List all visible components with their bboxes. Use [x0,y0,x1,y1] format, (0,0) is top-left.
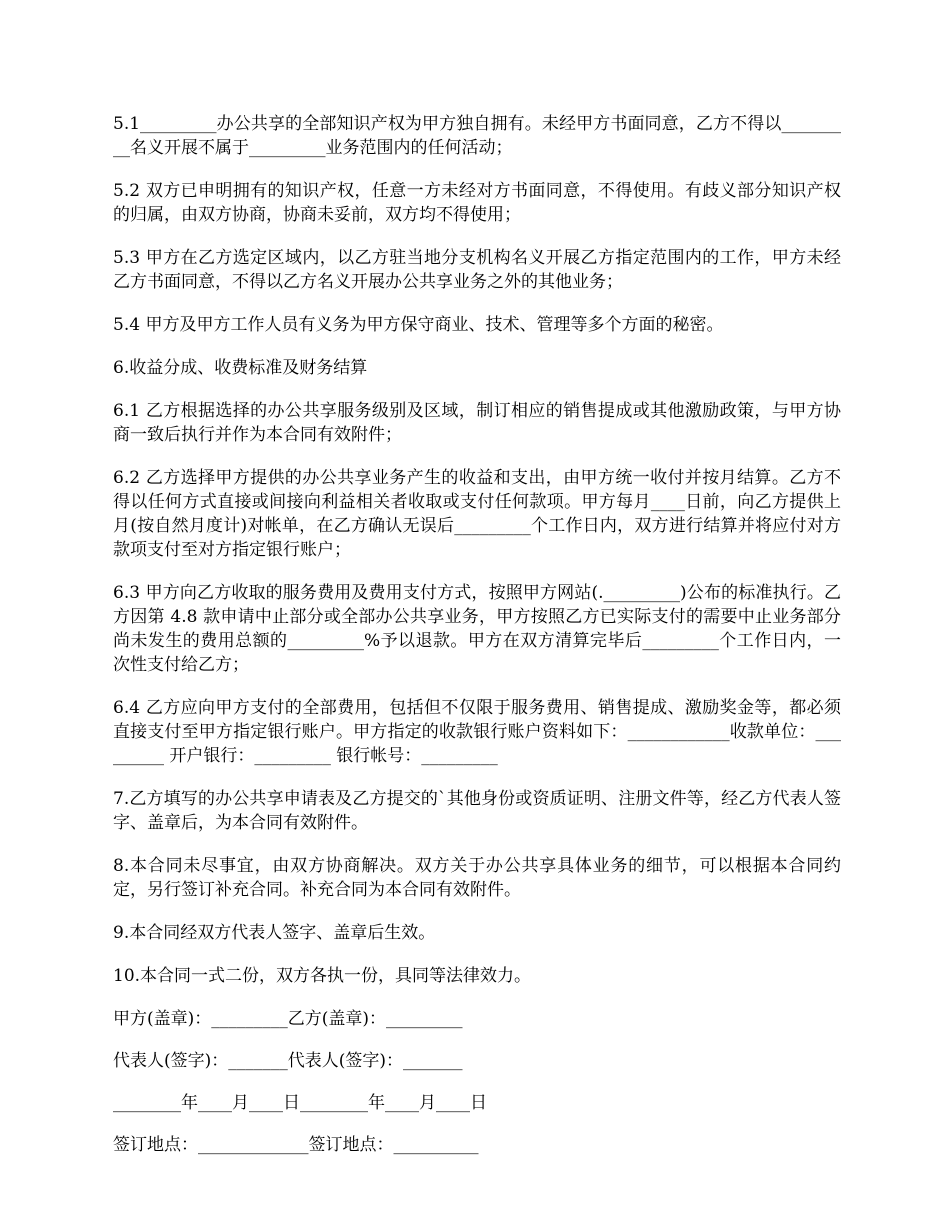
signature-date-line: ________年____月____日________年____月____日 [113,1093,487,1113]
contract-page [113,112,841,1175]
clause-6-2: 6.2 乙方选择甲方提供的办公共享业务产生的收益和支出，由甲方统一收付并按月结算。乙方不得以任何方式直接或间接向利益相关者收取或支付任何款项。甲方每月____日前，向乙方提供上月(按自然月度计)对帐单，在乙方确认无误后_________个工作日内，双方进行结算并将应付对方款项支付至对方指定银行账户； [113,468,841,560]
clause-6-4: 6.4 乙方应向甲方支付的全部费用，包括但不仅限于服务费用、销售提成、激励奖金等，都必须直接支付至甲方指定银行账户。甲方指定的收款银行账户资料如下：____________收款单位：_________ 开户银行：_________ 银行帐号：_________ [113,698,841,766]
section-6-heading: 6.收益分成、收费标准及财务结算 [113,358,368,378]
signature-representative-line: 代表人(签字)：_______代表人(签字)：_______ [113,1051,463,1071]
clause-7: 7.乙方填写的办公共享申请表及乙方提交的`其他身份或资质证明、注册文件等，经乙方代表人签字、盖章后，为本合同有效附件。 [113,789,841,833]
clause-5-4: 5.4 甲方及甲方工作人员有义务为甲方保守商业、技术、管理等多个方面的秘密。 [113,315,724,335]
clause-6-1: 6.1 乙方根据选择的办公共享服务级别及区域，制订相应的销售提成或其他激励政策，与甲方协商一致后执行并作为本合同有效附件； [113,401,841,445]
clause-5-3: 5.3 甲方在乙方选定区域内，以乙方驻当地分支机构名义开展乙方指定范围内的工作，甲方未经乙方书面同意，不得以乙方名义开展办公共享业务之外的其他业务； [113,248,841,292]
signature-place-line: 签订地点：_____________签订地点：__________ [113,1135,479,1155]
clause-9: 9.本合同经双方代表人签字、盖章后生效。 [113,923,436,943]
signature-seal-line: 甲方(盖章)：_________乙方(盖章)：_________ [113,1009,463,1029]
clause-5-1: 5.1_________办公共享的全部知识产权为甲方独自拥有。未经甲方书面同意，乙方不得以_________名义开展不属于_________业务范围内的任何活动； [113,114,841,158]
clause-5-2: 5.2 双方已申明拥有的知识产权，任意一方未经对方书面同意，不得使用。有歧义部分知识产权的归属，由双方协商，协商未妥前，双方均不得使用； [113,181,841,225]
clause-10: 10.本合同一式二份，双方各执一份，具同等法律效力。 [113,966,532,986]
clause-6-3: 6.3 甲方向乙方收取的服务费用及费用支付方式，按照甲方网站(._________)公布的标准执行。乙方因第 4.8 款申请中止部分或全部办公共享业务，甲方按照乙方已实际支付的需要中止业务部分尚未发生的费用总额的_________%予以退款。甲方在双方清算完毕后_________个工作日内，一次性支付给乙方； [113,583,841,675]
clause-8: 8.本合同未尽事宜，由双方协商解决。双方关于办公共享具体业务的细节，可以根据本合同约定，另行签订补充合同。补充合同为本合同有效附件。 [113,856,841,900]
